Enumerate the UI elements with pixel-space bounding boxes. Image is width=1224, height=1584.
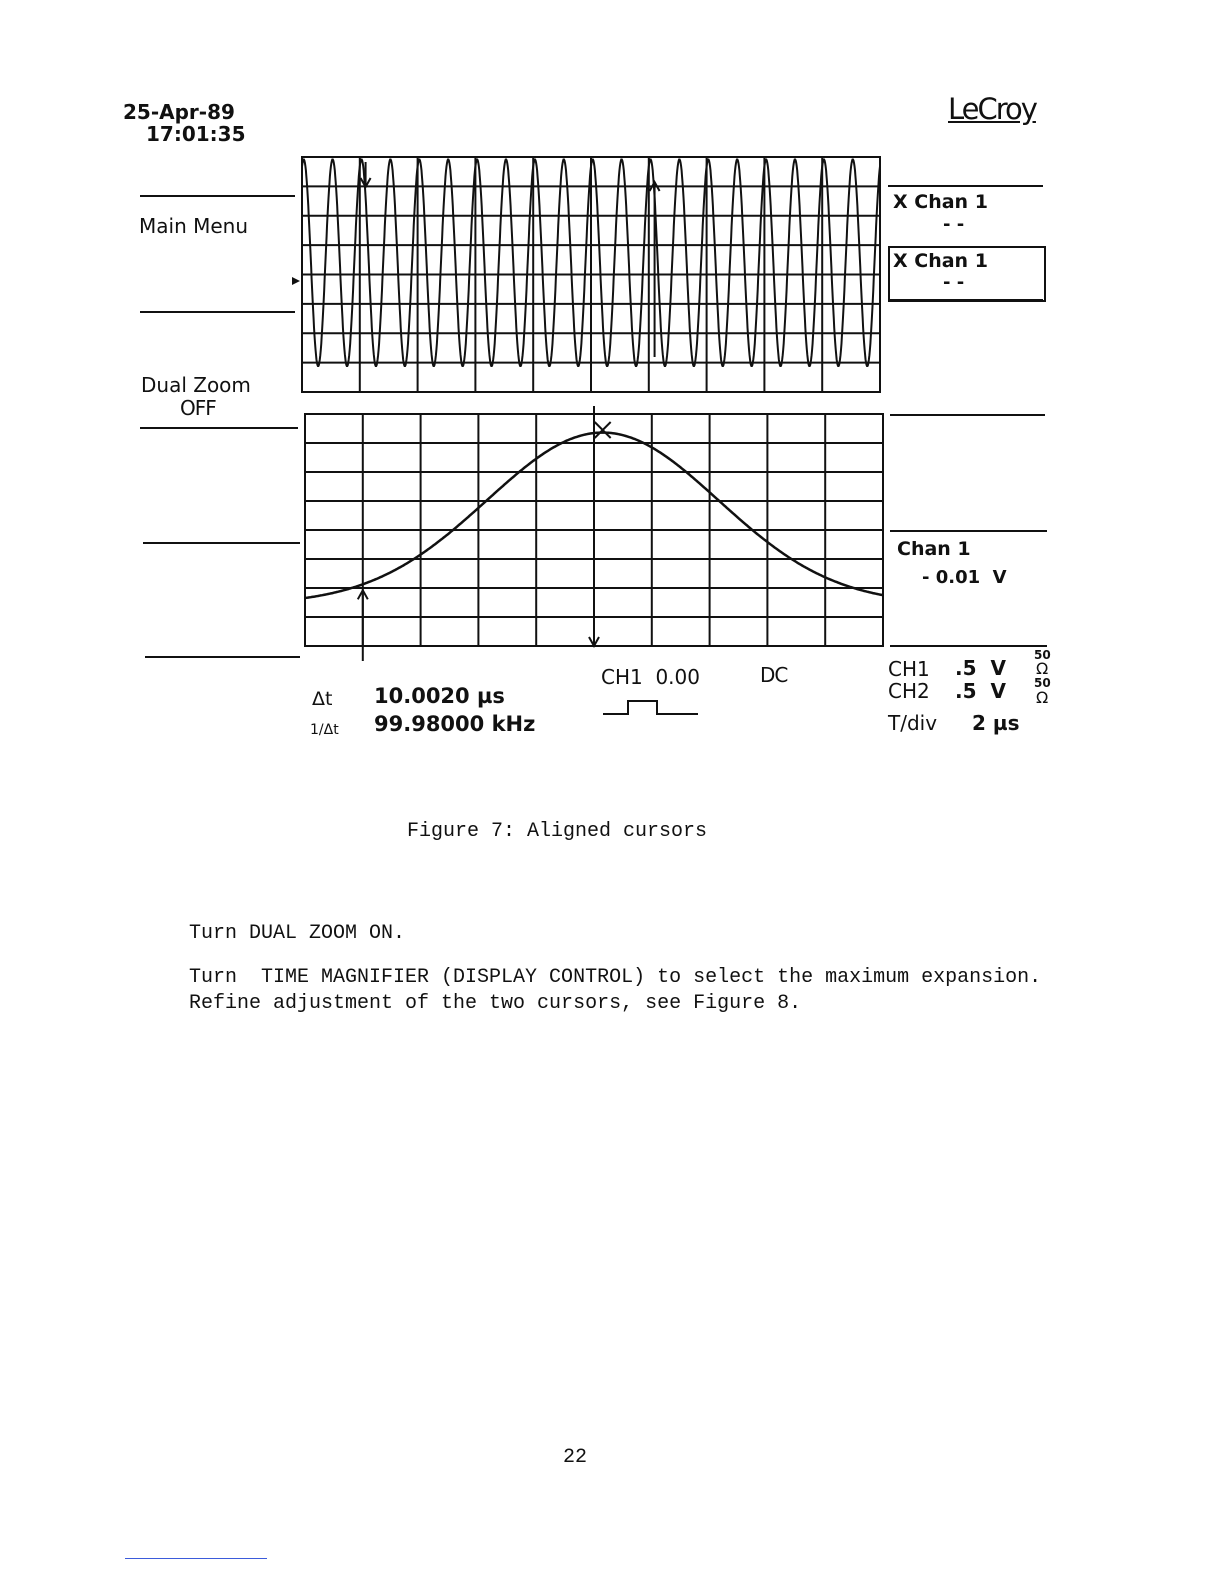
ch1-scale: .5 V [955,656,1006,680]
ch2-scale: .5 V [955,679,1006,703]
trigger-level-marker [292,277,300,285]
paragraph-magnifier-line2: Refine adjustment of the two cursors, see Figure 8. [189,992,802,1015]
main-menu-button[interactable]: Main Menu [139,214,249,238]
ch1-impedance: 50 [1034,648,1051,662]
ch2-ohm-icon: Ω [1036,688,1049,707]
inv-delta-t-symbol: 1/Δt [310,722,339,738]
x-chan-2-button[interactable]: X Chan 1 [893,250,988,272]
figure-caption: Figure 7: Aligned cursors [407,820,708,843]
trigger-edge-icon [603,701,698,714]
paragraph-magnifier-line1: Turn TIME MAGNIFIER (DISPLAY CONTROL) to select the maximum expansion. [189,966,1042,989]
footer-rule [125,1558,267,1559]
brand-logo: LeCroy [948,92,1036,126]
paragraph-dual-zoom: Turn DUAL ZOOM ON. [189,922,406,945]
inv-delta-t-value: 99.98000 kHz [374,712,536,736]
upper-grid [302,157,880,392]
delta-t-value: 10.0020 µs [374,684,505,708]
coupling-label: DC [760,663,788,687]
chan-1-offset: - 0.01 V [922,567,1007,588]
chan-1-button[interactable]: Chan 1 [897,538,971,560]
ch2-impedance: 50 [1034,676,1051,690]
x-chan-1-button[interactable]: X Chan 1 [893,191,988,213]
dual-zoom-button[interactable]: Dual Zoom [141,373,251,397]
date-label: 25-Apr-89 [123,100,235,124]
ch1-label: CH1 [888,657,930,681]
delta-t-symbol: Δt [312,688,333,710]
lower-cursors [358,406,611,661]
ch1-ohm-icon: Ω [1036,659,1049,678]
x-chan-1-value: - - [943,214,965,235]
tdiv-value: 2 µs [972,711,1020,735]
page-number: 22 [563,1446,588,1469]
dual-zoom-value: OFF [180,396,216,420]
tdiv-label: T/div [888,711,938,735]
time-label: 17:01:35 [146,122,246,146]
trigger-label: CH1 0.00 [601,665,700,689]
ch2-label: CH2 [888,679,930,703]
x-chan-2-value: - - [943,272,965,293]
